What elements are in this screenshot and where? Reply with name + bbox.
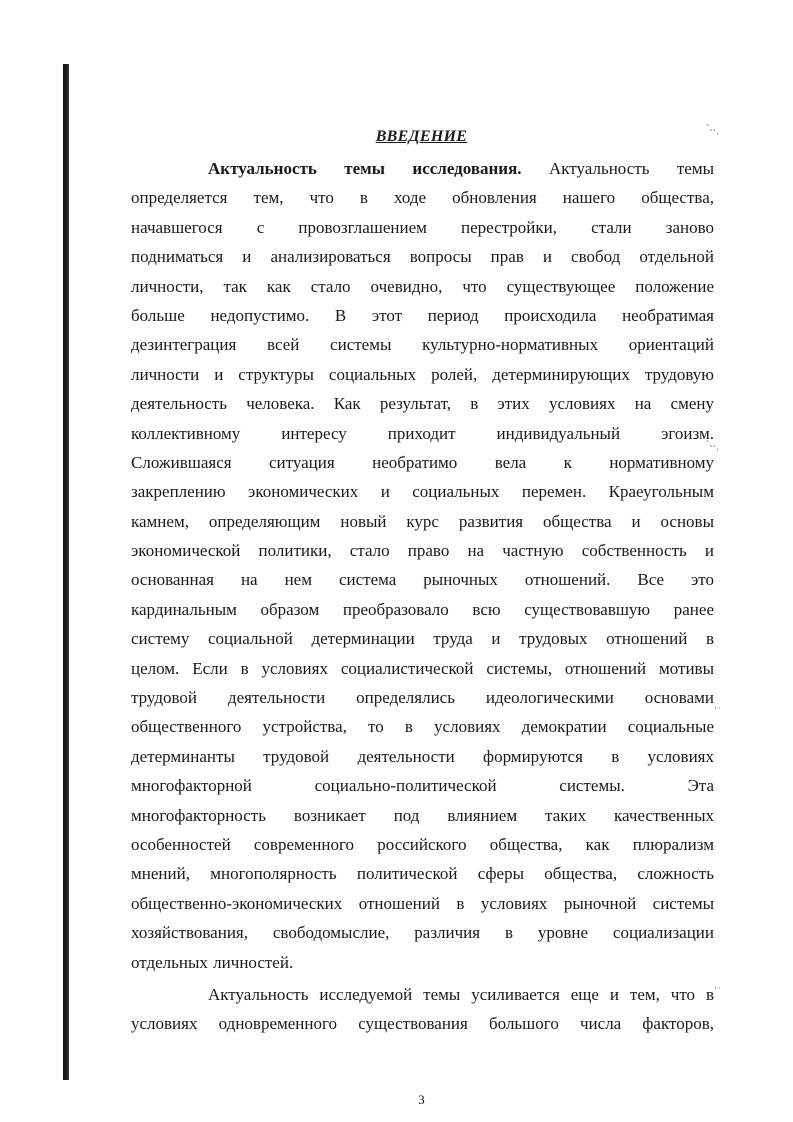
text-line: личности, так как стало очевидно, что существующее положение: [131, 276, 714, 296]
text-line: Актуальность исследуемой темы усиливается еще и тем, что в: [208, 985, 714, 1004]
text-line: многофакторной социально-политической системы. Эта: [131, 776, 714, 796]
text-line: больше недопустимо. В этот период происходила необратимая: [131, 305, 714, 325]
paragraph-relevance-continued: [131, 980, 714, 1039]
scan-artifact: ˈˈ: [714, 986, 721, 997]
text-line: трудовой деятельности определялись идеологическими основами: [131, 688, 714, 708]
text-line: дезинтеграция всей системы культурно-нормативных ориентаций: [131, 335, 714, 355]
text-line: камнем, определяющим новый курс развития общества и основы: [131, 511, 714, 531]
paragraph-relevance: [131, 154, 714, 977]
scan-binding-edge: [63, 64, 69, 1080]
text-line: мнений, многополярность политической сферы общества, сложность: [131, 864, 714, 884]
text-line: общественного устройства, то в условиях демократии социальные: [131, 717, 714, 737]
text-line: Актуальность темы исследования. Актуальность темы: [208, 159, 715, 178]
scan-artifact: ˋ˴˴ˌ: [706, 440, 720, 451]
text-line: основанная на нем система рыночных отношений. Все это: [131, 570, 714, 590]
paragraph-lead: Актуальность темы исследования.: [208, 159, 522, 178]
text-line: деятельность человека. Как результат, в этих условиях на смену: [131, 394, 714, 414]
text-line: начавшегося с провозглашением перестройки, стали заново: [131, 217, 714, 237]
scan-artifact: ˌˌ: [714, 698, 721, 709]
text-line: Сложившаяся ситуация необратимо вела к нормативному: [131, 452, 714, 472]
text-line: кардинальным образом преобразовало всю существовавшую ранее: [131, 599, 714, 619]
text-line: многофакторность возникает под влиянием таких качественных: [131, 805, 714, 825]
text-line: общественно-экономических отношений в условиях рыночной системы: [131, 893, 714, 913]
page-number: 3: [418, 1092, 425, 1107]
text-line: систему социальной детерминации труда и трудовых отношений в: [131, 629, 714, 649]
section-title: ВВЕДЕНИЕ: [375, 128, 468, 145]
text-line: хозяйствования, свободомыслие, различия в уровне социализации: [131, 923, 714, 943]
text-line: подниматься и анализироваться вопросы прав и свобод отдельной: [131, 247, 714, 267]
text-line: коллективному интересу приходит индивидуальный эгоизм.: [131, 423, 714, 443]
text-line: детерминанты трудовой деятельности формируются в условиях: [131, 746, 714, 766]
text-line: целом. Если в условиях социалистической системы, отношений мотивы: [131, 658, 714, 678]
text-line: закреплению экономических и социальных перемен. Краеугольным: [131, 482, 714, 502]
text-line: отдельных личностей.: [131, 952, 294, 972]
text-line: экономической политики, стало право на частную собственность и: [131, 541, 714, 561]
scan-artifact: ˋ˴˴ˌ: [706, 124, 720, 135]
text-line: личности и структуры социальных ролей, детерминирующих трудовую: [131, 364, 714, 384]
text-line: особенностей современного российского общества, как плюрализм: [131, 834, 714, 854]
text-line: условиях одновременного существования большого числа факторов,: [131, 1014, 714, 1034]
text-line: определяется тем, что в ходе обновления нашего общества,: [131, 188, 714, 208]
